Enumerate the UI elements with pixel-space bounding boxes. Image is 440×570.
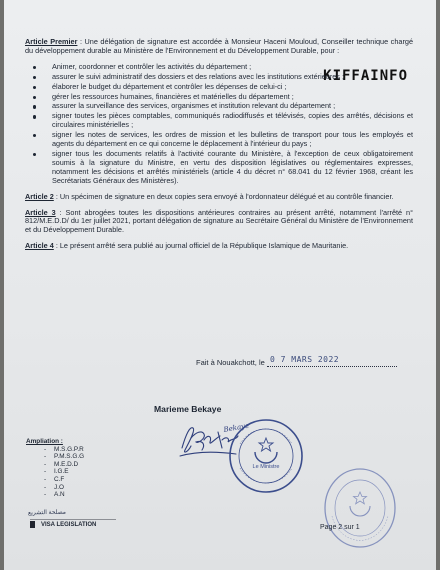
article-2-text: : Un spécimen de signature en deux copies sera envoyé à l'ordonnateur délégué et au contrôle financier. [53, 191, 394, 201]
second-seal-stamp [322, 466, 398, 550]
stamp-label: Le Ministre [252, 464, 280, 470]
article-1-label: Article Premier [25, 37, 78, 46]
barcode-mark-icon [30, 521, 35, 528]
article-4-label: Article 4 [25, 241, 54, 251]
visa-arabic-label: مصلحة التشريع [27, 509, 67, 517]
article-2-label: Article 2 [25, 191, 54, 201]
article-1 [25, 38, 413, 56]
ministry-seal-stamp [226, 416, 306, 496]
document-page [4, 0, 436, 570]
signer-name: Marieme Bekaye [154, 404, 222, 414]
article-3-label: Article 3 [25, 207, 56, 217]
article-4-text: : Le présent arrêté sera publié au journal officiel de la République Islamique de Mauritanie. [53, 241, 349, 251]
list-item: - M.S.G.P.R [34, 446, 84, 454]
list-item: signer toutes les pièces comptables, communiqués radiodiffusés et télévisés, copies des arrêtés, décisions et circulaires ministérielles ; [25, 112, 413, 130]
list-item: - I.G.E [34, 468, 84, 476]
article-4 [25, 242, 413, 251]
list-item: élaborer le budget du département et contrôler les dépenses de celui-ci ; [25, 83, 413, 92]
article-3 [25, 209, 413, 236]
list-item: - C.F [34, 476, 84, 484]
list-item: gérer les ressources humaines, financières et matérielles du département ; [25, 93, 413, 102]
list-item: - J.O [34, 484, 84, 492]
place-label: Fait à Nouakchott, le [196, 358, 265, 367]
list-item: - A.N [34, 491, 84, 499]
signature-text: Bekaye [222, 421, 250, 434]
list-item: Animer, coordonner et contrôler les activités du département ; [25, 63, 413, 72]
visa-label: VISA LEGISLATION [41, 522, 97, 529]
list-item: assurer le suivi administratif des dossiers et des relations avec les institutions extérieures ; [25, 73, 413, 82]
ampliation-title: Ampliation : [26, 438, 63, 445]
ampliation-list [26, 446, 84, 499]
visa-legislation [30, 519, 116, 528]
document-body [25, 38, 413, 258]
article-1-intro: : Une délégation de signature est accordée à Monsieur Haceni Mouloud, Conseiller technique chargé du développement durable au Ministère de l'Environnement et du Développement Durable, pour : [25, 37, 413, 55]
list-item: signer les notes de services, les ordres de mission et les bulletins de transport pour tous les employés et agents du département en ce qui concerne le déplacement à l'intérieur du pays ; [25, 131, 413, 149]
article-2 [25, 193, 413, 202]
article-3-text: : Sont abrogées toutes les dispositions antérieures contraires au présent arrêté, notamment l'arrêté n° 812/M.E.D.D/ du 1er juillet 2021, portant délégation de signature au Secrétaire Général du Ministère de l'Environnement et du Développement Durable. [25, 207, 413, 235]
ampliation-block [26, 438, 84, 499]
list-item: signer tous les documents relatifs à l'activité courante du Ministère, à l'exception de ceux obligatoirement soumis à la signature du Ministre, en vertu des disposition législatives ou réglementaires expresses, notamment les décisions et arrêtés ministériels (article 4 du décret n° 68.041 du 12 février 1968, créant les Secrétariats Généraux des Ministères). [25, 150, 413, 186]
watermark: KIFFAINFO [323, 68, 408, 84]
list-item: - M.E.D.D [34, 461, 84, 469]
date-stamp: 0 7 MARS 2022 [270, 355, 340, 364]
list-item: assurer la surveillance des services, organismes et institution relevant du département ; [25, 102, 413, 111]
list-item: - P.M.S.G.G [34, 453, 84, 461]
page-number: Page 2 sur 1 [320, 524, 360, 531]
article-1-list [25, 63, 413, 186]
